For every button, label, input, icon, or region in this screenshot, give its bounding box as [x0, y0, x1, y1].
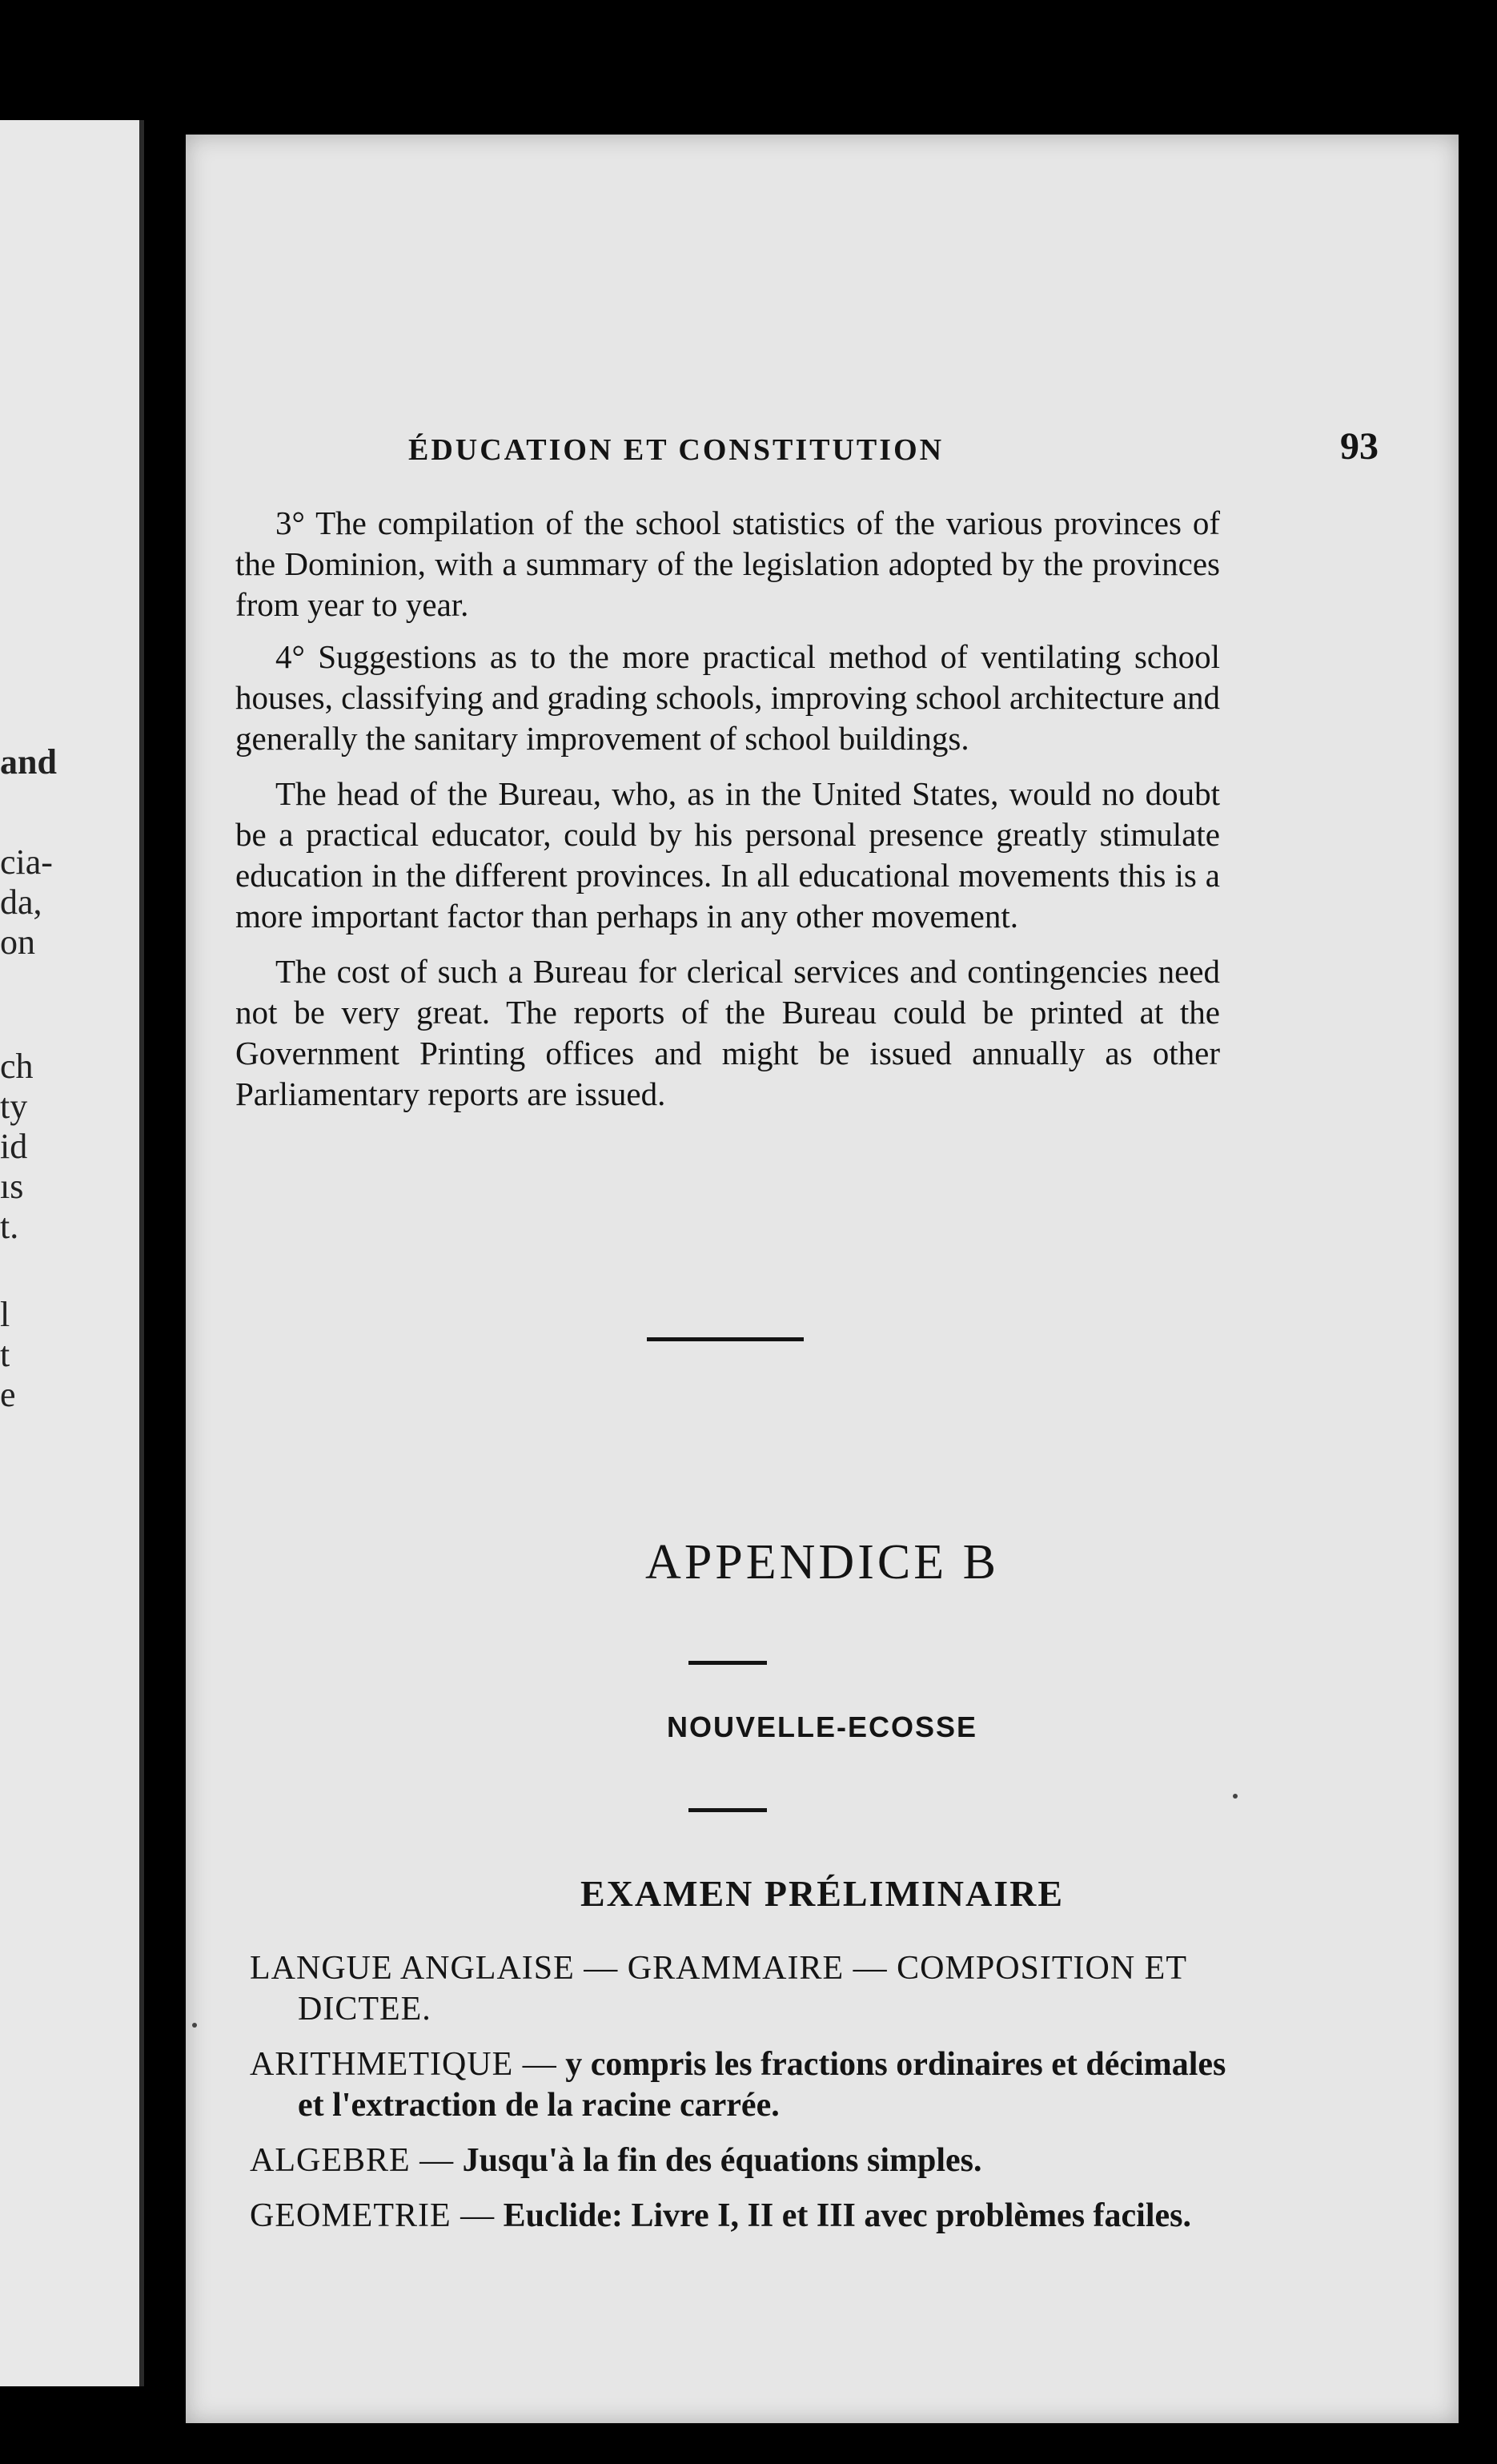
exam-subject: GEOMETRIE —: [250, 2197, 496, 2234]
body-text: [235, 503, 1220, 1126]
running-head: [408, 424, 1379, 472]
section-rule: [688, 1661, 767, 1665]
paragraph: The cost of such a Bureau for clerical services and contingencies need not be very great. The reports of the Bureau could be printed at the Government Printing offices and might be issued annually as other Parliamentary reports are issued.: [235, 953, 1220, 1112]
left-page-fragment: t: [0, 1335, 10, 1374]
left-page-fragment: and: [0, 742, 57, 782]
section-rule: [647, 1337, 804, 1341]
left-page-fragment: t.: [0, 1207, 19, 1246]
left-page-fragment: on: [0, 922, 35, 962]
exam-subject: ALGEBRE —: [250, 2142, 455, 2179]
paragraph: 3° The compilation of the school statistics of the various provinces of the Dominion, with a summary of the legislation adopted by the provinces from year to year.: [235, 504, 1220, 623]
left-page-fragment: ty: [0, 1087, 28, 1126]
province-heading: NOUVELLE-ECOSSE: [666, 1710, 978, 1743]
exam-subject-item: [250, 1948, 1234, 2030]
exam-subject-item: [250, 2196, 1234, 2237]
left-page-fragment: id: [0, 1127, 28, 1166]
left-page-fragment: ıs: [0, 1167, 24, 1206]
running-head-title: ÉDUCATION ET CONSTITUTION: [408, 433, 945, 467]
left-page-fragment: da,: [0, 882, 42, 922]
exam-subject: ARITHMETIQUE —: [250, 2046, 557, 2083]
paragraph: The head of the Bureau, who, as in the United States, would no doubt be a practical educator, could by his personal presence greatly stimulate education in the different provinces. In all educational movements this is a more important factor than perhaps in any other movement.: [235, 775, 1220, 935]
appendix-title: APPENDICE B: [645, 1535, 999, 1590]
exam-subject: LANGUE ANGLAISE — GRAMMAIRE — COMPOSITION ET DICTEE.: [250, 1950, 1187, 2028]
section-rule: [688, 1808, 767, 1812]
exam-heading: EXAMEN PRÉLIMINAIRE: [580, 1873, 1065, 1914]
left-page-edge: [0, 120, 144, 2386]
exam-subject-item: [250, 2044, 1234, 2126]
scan-speck: [192, 2023, 197, 2028]
exam-subject-list: [250, 1948, 1234, 2251]
paragraph: 4° Suggestions as to the more practical method of ventilating school houses, classifying and grading schools, improving school architecture and generally the sanitary improvement of school buildings.: [235, 638, 1220, 757]
exam-subject-item: [250, 2140, 1234, 2181]
exam-subject-details: y compris les fractions ordinaires et décimales et l'extraction de la racine carrée.: [298, 2046, 1226, 2124]
book-page: [186, 135, 1459, 2423]
exam-subject-details: Euclide: Livre I, II et III avec problèmes faciles.: [503, 2197, 1191, 2234]
exam-subject-details: Jusqu'à la fin des équations simples.: [462, 2142, 982, 2179]
left-page-fragment: cia-: [0, 842, 53, 882]
left-page-fragment: l: [0, 1295, 10, 1334]
scan-speck: [1233, 1794, 1238, 1799]
left-page-fragment: ch: [0, 1047, 34, 1086]
left-page-fragment: e: [0, 1375, 16, 1414]
page-number: 93: [1340, 425, 1379, 468]
